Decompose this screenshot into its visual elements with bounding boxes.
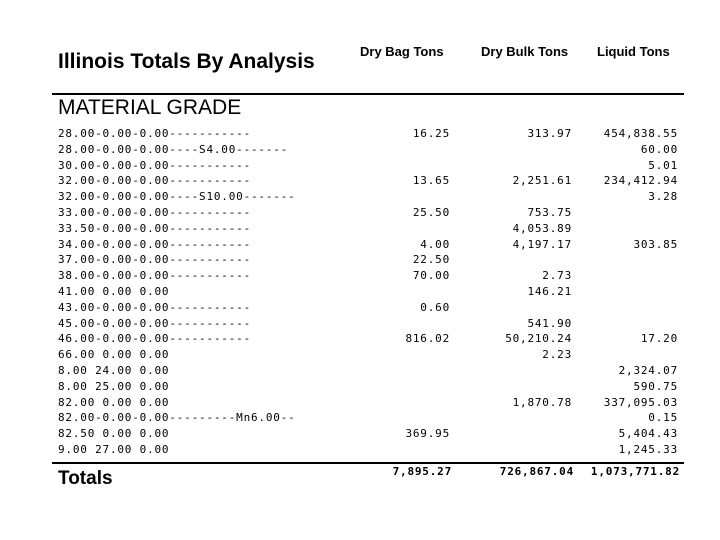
grade-cell: 28.00-0.00-0.00----------- [58,127,251,140]
table-row [58,268,688,284]
grade-cell: 9.00 27.00 0.00 [58,442,170,456]
table-row [58,395,688,411]
table-row [58,126,688,142]
liquid-cell: 3.28 [648,190,678,204]
dry-bulk-cell: 1,870.78 [512,395,572,409]
grade-cell: 82.00 0.00 0.00 [58,395,170,409]
dry-bag-cell: 70.00 [412,269,450,283]
table-row [58,331,688,347]
liquid-cell: 5.01 [648,158,678,172]
dry-bulk-cell: 4,053.89 [512,221,572,235]
table-row [58,300,688,316]
table-row [58,379,688,395]
totals-divider [52,462,684,464]
total-liquid: 1,073,771.82 [590,465,680,478]
dry-bag-cell: 369.95 [405,427,450,441]
data-table [58,126,688,458]
totals-label: Totals [58,468,113,489]
grade-cell: 66.00 0.00 0.00 [58,348,170,362]
grade-cell: 33.00-0.00-0.00----------- [58,205,251,219]
liquid-cell: 337,095.03 [603,395,678,409]
dry-bag-cell: 4.00 [420,237,450,251]
liquid-cell: 234,412.94 [603,174,678,188]
grade-cell: 82.00-0.00-0.00---------Mn6.00-- [58,411,296,425]
table-row [58,284,688,300]
dry-bulk-cell: 50,210.24 [505,332,572,346]
grade-cell: 32.00-0.00-0.00----------- [58,174,251,188]
dry-bag-cell: 816.02 [405,332,450,346]
liquid-cell: 0.15 [648,411,678,425]
grade-cell: 34.00-0.00-0.00----------- [58,237,251,251]
grade-cell: 33.50-0.00-0.00----------- [58,221,251,235]
dry-bag-cell: 25.50 [412,205,450,219]
dry-bulk-cell: 753.75 [527,205,572,219]
table-row [58,158,688,174]
dry-bag-cell: 0.60 [420,300,450,314]
grade-cell: 8.00 25.00 0.00 [58,379,170,393]
grade-cell: 38.00-0.00-0.00----------- [58,269,251,283]
grade-cell: 41.00 0.00 0.00 [58,284,170,298]
dry-bulk-cell: 146.21 [527,284,572,298]
dry-bulk-cell: 4,197.17 [512,237,572,251]
table-row [58,363,688,379]
liquid-cell: 303.85 [633,237,678,251]
table-row [58,426,688,442]
liquid-cell: 5,404.43 [618,427,678,441]
section-label: MATERIAL GRADE [58,96,242,119]
table-row [58,347,688,363]
grade-cell: 8.00 24.00 0.00 [58,363,170,377]
table-row [58,221,688,237]
column-header-dry-bag: Dry Bag Tons [360,44,444,59]
table-row [58,173,688,189]
liquid-cell: 1,245.33 [618,442,678,456]
table-row [58,205,688,221]
liquid-cell: 60.00 [640,142,678,156]
grade-cell: 28.00-0.00-0.00----S4.00------- [58,142,289,156]
total-dry-bulk: 726,867.04 [499,465,574,478]
grade-cell: 46.00-0.00-0.00----------- [58,332,251,346]
table-row [58,442,688,458]
table-row [58,410,688,426]
grade-cell: 37.00-0.00-0.00----------- [58,253,251,267]
table-row [58,316,688,332]
table-row [58,189,688,205]
column-header-dry-bulk: Dry Bulk Tons [481,44,569,59]
column-header-liquid: Liquid Tons [597,44,670,59]
dry-bulk-cell: 2,251.61 [512,174,572,188]
liquid-cell: 17.20 [640,332,678,346]
total-dry-bag: 7,895.27 [392,465,452,478]
table-row [58,237,688,253]
grade-cell: 30.00-0.00-0.00----------- [58,158,251,172]
dry-bag-cell: 13.65 [412,174,450,188]
header-divider [52,93,684,95]
table-row [58,142,688,158]
liquid-cell: 590.75 [633,379,678,393]
liquid-cell: 2,324.07 [618,363,678,377]
liquid-cell: 454,838.55 [603,127,678,140]
dry-bag-cell: 22.50 [412,253,450,267]
dry-bulk-cell: 541.90 [527,316,572,330]
grade-cell: 32.00-0.00-0.00----S10.00------- [58,190,296,204]
report-title: Illinois Totals By Analysis [58,50,315,73]
dry-bulk-cell: 2.23 [542,348,572,362]
dry-bulk-cell: 2.73 [542,269,572,283]
grade-cell: 43.00-0.00-0.00----------- [58,300,251,314]
grade-cell: 45.00-0.00-0.00----------- [58,316,251,330]
dry-bag-cell: 16.25 [412,127,450,140]
grade-cell: 82.50 0.00 0.00 [58,427,170,441]
table-row [58,252,688,268]
dry-bulk-cell: 313.97 [527,127,572,140]
